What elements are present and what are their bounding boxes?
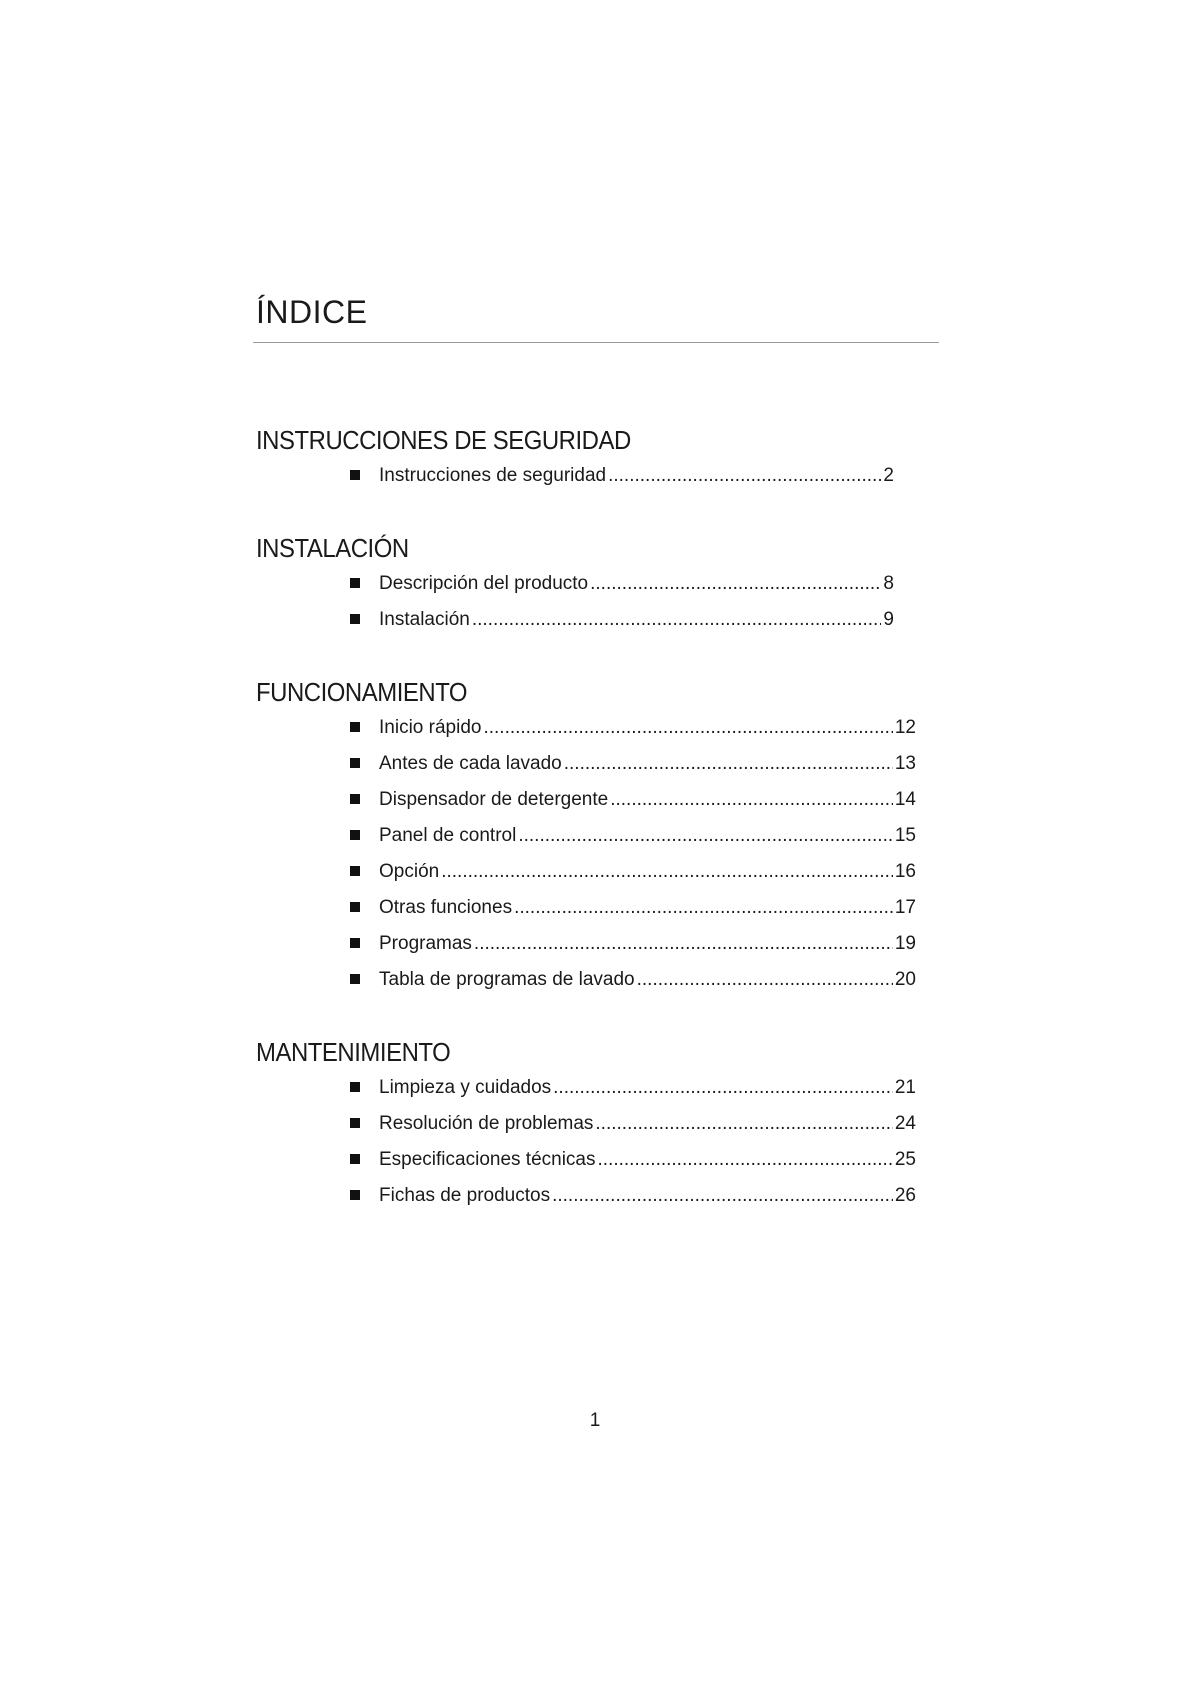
entry-list: [256, 458, 916, 494]
dot-leader: [608, 458, 881, 494]
entry-label: Fichas de productos: [379, 1185, 551, 1206]
toc-entry[interactable]: [256, 782, 916, 818]
toc-entry[interactable]: [256, 890, 916, 926]
entry-page-number: 21: [894, 1077, 916, 1098]
toc-entry[interactable]: [256, 602, 916, 638]
dot-leader: [472, 602, 882, 638]
entry-page-number: 19: [894, 933, 916, 954]
entry-label: Inicio rápido: [379, 717, 482, 738]
toc-section-maintenance: [256, 1034, 916, 1214]
square-bullet-icon: [350, 1190, 360, 1200]
square-bullet-icon: [350, 974, 360, 984]
square-bullet-icon: [350, 866, 360, 876]
entry-page-number: 13: [894, 753, 916, 774]
square-bullet-icon: [350, 1154, 360, 1164]
title-divider: [253, 342, 939, 343]
entry-list: [256, 710, 916, 998]
square-bullet-icon: [350, 1118, 360, 1128]
toc-entry[interactable]: [256, 710, 916, 746]
square-bullet-icon: [350, 758, 360, 768]
dot-leader: [610, 782, 893, 818]
entry-list: [256, 566, 916, 638]
entry-label: Instrucciones de seguridad: [379, 465, 607, 486]
entry-label: Tabla de programas de lavado: [379, 969, 635, 990]
toc-entry[interactable]: [256, 1178, 916, 1214]
entry-label: Instalación: [379, 609, 470, 630]
toc-entry[interactable]: [256, 1142, 916, 1178]
entry-page-number: 14: [894, 789, 916, 810]
entry-label: Dispensador de detergente: [379, 789, 609, 810]
entry-label: Programas: [379, 933, 472, 954]
entry-label: Antes de cada lavado: [379, 753, 562, 774]
section-heading: INSTRUCCIONES DE SEGURIDAD: [256, 425, 631, 455]
dot-leader: [514, 890, 893, 926]
square-bullet-icon: [350, 470, 360, 480]
toc-section-installation: [256, 530, 916, 638]
toc-entry[interactable]: [256, 458, 916, 494]
toc-entry[interactable]: [256, 566, 916, 602]
dot-leader: [637, 962, 893, 998]
section-heading: FUNCIONAMIENTO: [256, 677, 468, 707]
square-bullet-icon: [350, 794, 360, 804]
square-bullet-icon: [350, 578, 360, 588]
dot-leader: [595, 1106, 892, 1142]
entry-page-number: 17: [894, 897, 916, 918]
entry-page-number: 9: [883, 609, 894, 630]
toc-entry[interactable]: [256, 1106, 916, 1142]
entry-label: Otras funciones: [379, 897, 513, 918]
entry-page-number: 20: [894, 969, 916, 990]
entry-page-number: 24: [894, 1113, 916, 1134]
entry-label: Opción: [379, 861, 440, 882]
footer-page-number: 1: [589, 1410, 601, 1431]
square-bullet-icon: [350, 1082, 360, 1092]
entry-label: Panel de control: [379, 825, 517, 846]
square-bullet-icon: [350, 938, 360, 948]
entry-page-number: 8: [883, 573, 894, 594]
dot-leader: [441, 854, 893, 890]
entry-page-number: 25: [894, 1149, 916, 1170]
dot-leader: [518, 818, 893, 854]
dot-leader: [553, 1070, 893, 1106]
square-bullet-icon: [350, 722, 360, 732]
entry-label: Descripción del producto: [379, 573, 589, 594]
entry-page-number: 15: [894, 825, 916, 846]
dot-leader: [564, 746, 893, 782]
entry-label: Especificaciones técnicas: [379, 1149, 596, 1170]
section-heading: INSTALACIÓN: [256, 533, 409, 563]
toc-entry[interactable]: [256, 926, 916, 962]
entry-page-number: 2: [883, 465, 894, 486]
entry-page-number: 26: [894, 1185, 916, 1206]
toc-entry[interactable]: [256, 854, 916, 890]
section-heading: MANTENIMIENTO: [256, 1037, 451, 1067]
entry-list: [256, 1070, 916, 1214]
dot-leader: [598, 1142, 893, 1178]
square-bullet-icon: [350, 902, 360, 912]
entry-label: Limpieza y cuidados: [379, 1077, 552, 1098]
square-bullet-icon: [350, 614, 360, 624]
toc-section-operation: [256, 674, 916, 998]
toc-entry[interactable]: [256, 818, 916, 854]
toc-entry[interactable]: [256, 746, 916, 782]
page-title: ÍNDICE: [256, 294, 368, 330]
dot-leader: [590, 566, 881, 602]
square-bullet-icon: [350, 830, 360, 840]
dot-leader: [483, 710, 892, 746]
dot-leader: [474, 926, 893, 962]
entry-page-number: 12: [894, 717, 916, 738]
toc-entry[interactable]: [256, 1070, 916, 1106]
entry-page-number: 16: [894, 861, 916, 882]
table-of-contents: [256, 422, 916, 1214]
dot-leader: [552, 1178, 893, 1214]
toc-entry[interactable]: [256, 962, 916, 998]
entry-label: Resolución de problemas: [379, 1113, 594, 1134]
toc-section-safety: [256, 422, 916, 494]
